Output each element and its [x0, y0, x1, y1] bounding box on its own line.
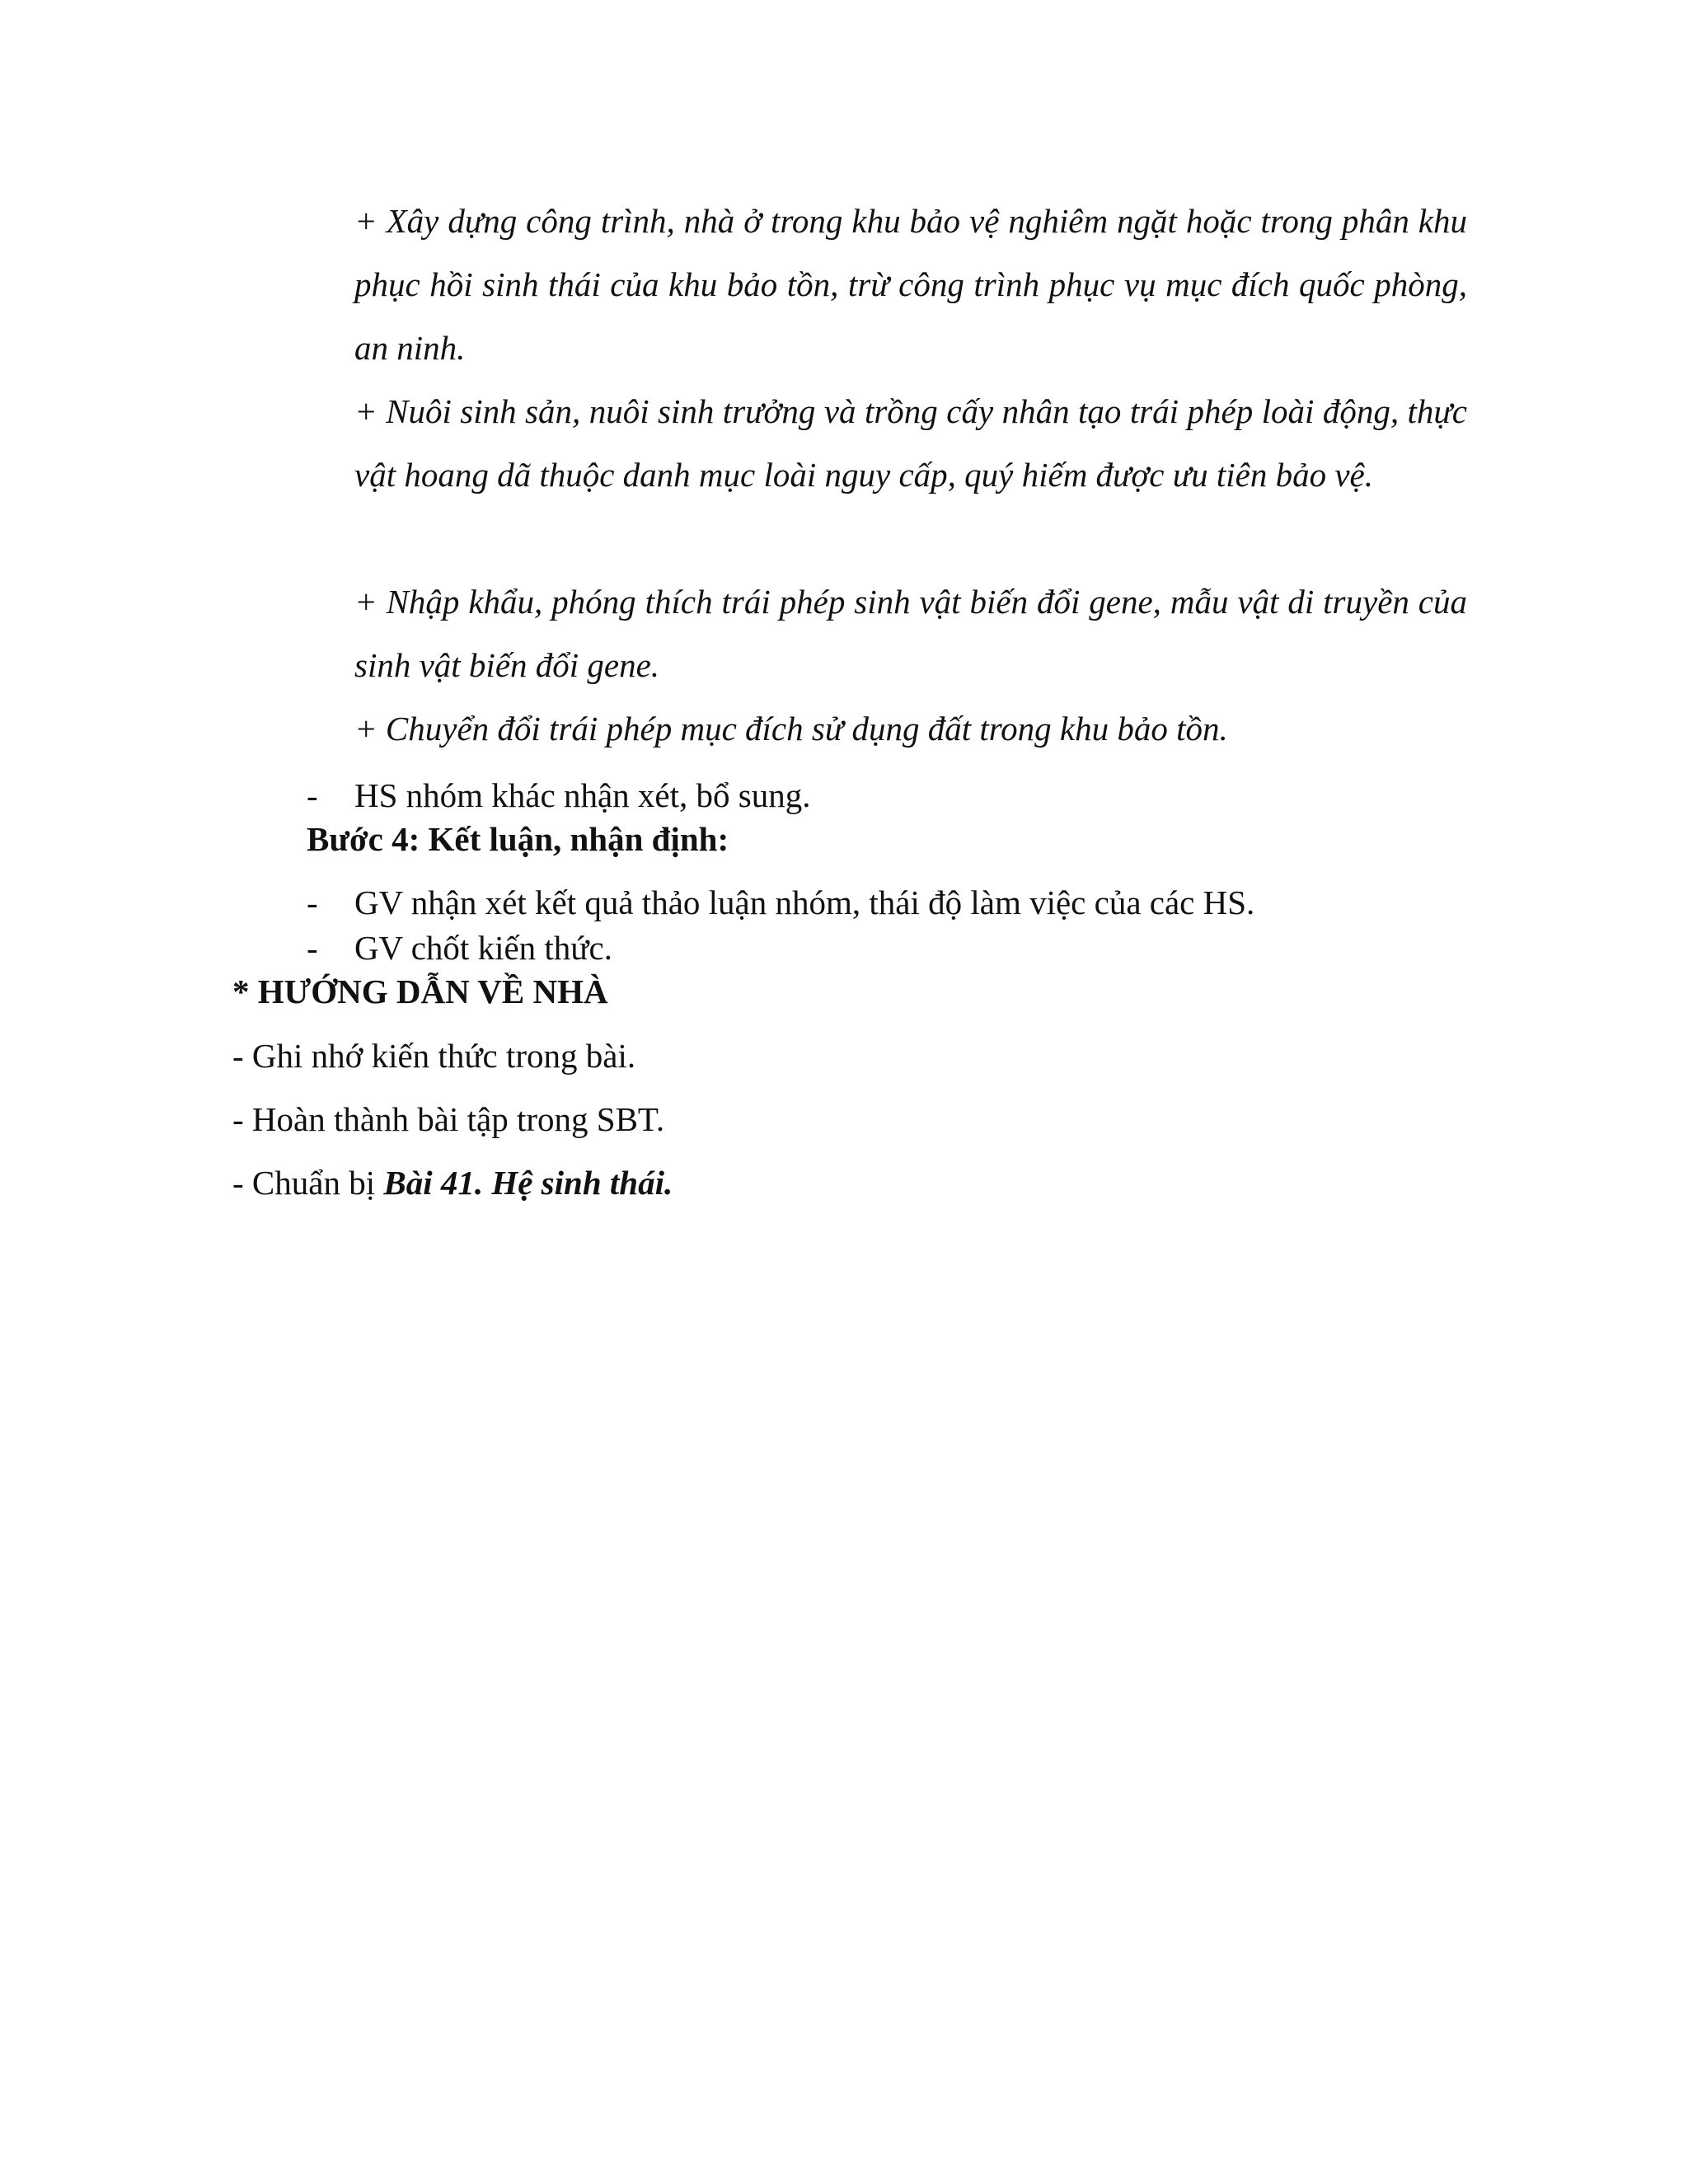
- list-item-text: HS nhóm khác nhận xét, bổ sung.: [354, 776, 811, 814]
- prohibited-action-4: [354, 697, 1467, 761]
- list-item-text: GV chốt kiến thức.: [354, 929, 612, 967]
- list-item: [307, 882, 1254, 923]
- dash-bullet: -: [307, 929, 318, 967]
- dash-bullet: -: [307, 776, 318, 814]
- step-4-heading: Bước 4: Kết luận, nhận định:: [307, 820, 729, 858]
- list-item: [307, 927, 612, 968]
- homework-item: - Ghi nhớ kiến thức trong bài.: [232, 1037, 636, 1075]
- homework-item: - Hoàn thành bài tập trong SBT.: [232, 1100, 665, 1138]
- prohibited-action-text: + Chuyển đổi trái phép mục đích sử dụng đất trong khu bảo tồn.: [354, 710, 1228, 748]
- list-item: [307, 775, 810, 816]
- prohibited-action-text: + Nhập khẩu, phóng thích trái phép sinh vật biến đổi gene, mẫu vật di truyền của sinh vật biến đổi gene.: [354, 583, 1467, 684]
- dash-bullet: -: [307, 883, 318, 921]
- prohibited-action-2: [354, 380, 1467, 507]
- homework-item-text: - Chuẩn bị: [232, 1164, 384, 1202]
- next-lesson-title: Bài 41. Hệ sinh thái.: [383, 1164, 673, 1202]
- prohibited-action-text: + Xây dựng công trình, nhà ở trong khu bảo vệ nghiêm ngặt hoặc trong phân khu phục hồi sinh thái của khu bảo tồn, trừ công trình phục vụ mục đích quốc phòng, an ninh.: [354, 202, 1467, 367]
- prohibited-action-3: [354, 570, 1467, 697]
- prohibited-action-text: + Nuôi sinh sản, nuôi sinh trưởng và trồng cấy nhân tạo trái phép loài động, thực vật hoang dã thuộc danh mục loài nguy cấp, quý hiếm được ưu tiên bảo vệ.: [354, 392, 1467, 494]
- homework-item: [232, 1162, 673, 1203]
- prohibited-action-1: [354, 190, 1467, 380]
- list-item-text: GV nhận xét kết quả thảo luận nhóm, thái độ làm việc của các HS.: [354, 883, 1255, 921]
- homework-heading: * HƯỚNG DẪN VỀ NHÀ: [232, 972, 608, 1010]
